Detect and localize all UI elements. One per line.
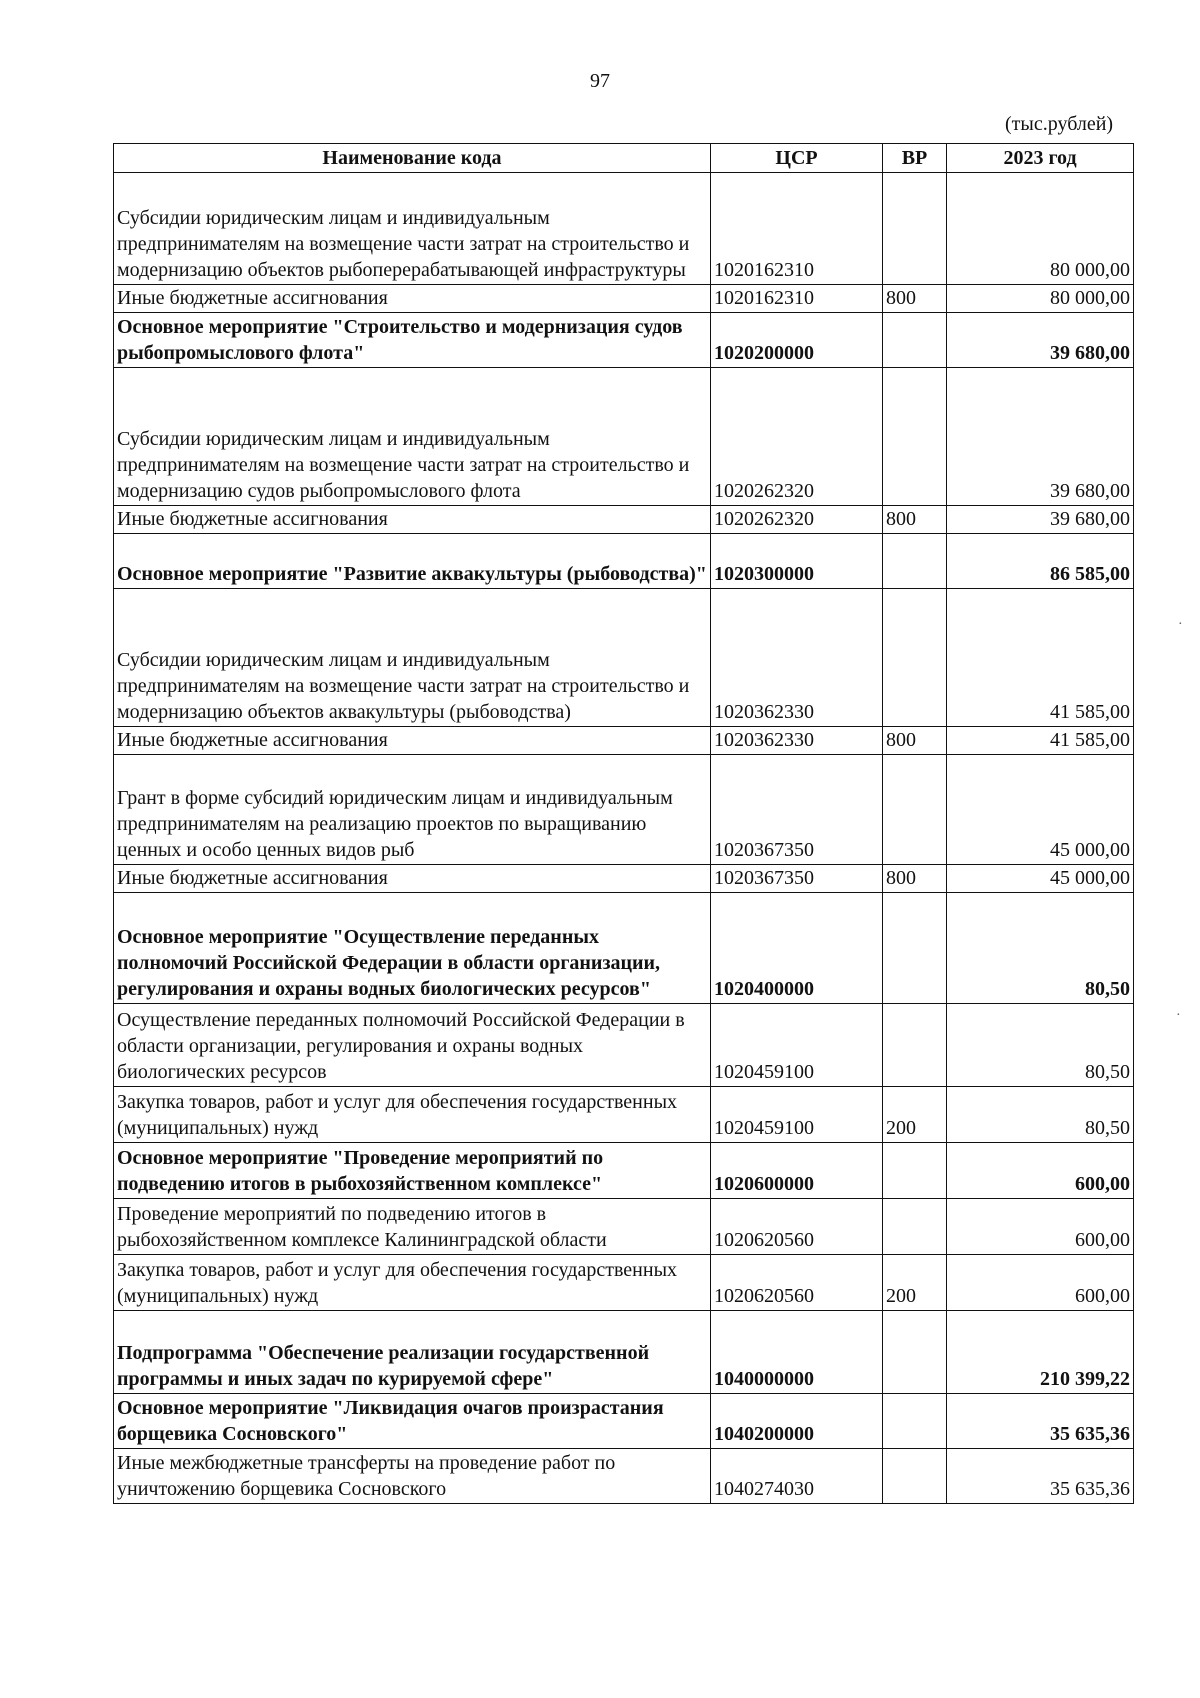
cell-name: Иные межбюджетные трансферты на проведение работ по уничтожению борщевика Сосновского	[114, 1449, 711, 1504]
cell-csr: 1020400000	[711, 893, 883, 1004]
cell-name: Субсидии юридическим лицам и индивидуальным предпринимателям на возмещение части затрат на строительство и модернизацию судов рыбопромыслового флота	[114, 368, 711, 506]
header-vr: ВР	[883, 144, 947, 173]
cell-name: Закупка товаров, работ и услуг для обеспечения государственных (муниципальных) нужд	[114, 1255, 711, 1311]
cell-vr	[883, 589, 947, 727]
cell-sum: 41 585,00	[947, 727, 1134, 755]
cell-sum: 86 585,00	[947, 534, 1134, 589]
cell-csr: 1040000000	[711, 1311, 883, 1394]
cell-sum: 39 680,00	[947, 368, 1134, 506]
cell-name: Иные бюджетные ассигнования	[114, 727, 711, 755]
header-year: 2023 год	[947, 144, 1134, 173]
cell-sum: 80 000,00	[947, 285, 1134, 313]
table-row	[114, 1311, 1134, 1394]
table-row	[114, 1449, 1134, 1504]
table-row	[114, 1143, 1134, 1199]
cell-name: Субсидии юридическим лицам и индивидуальным предпринимателям на возмещение части затрат на строительство и модернизацию объектов рыбоперерабатывающей инфраструктуры	[114, 173, 711, 285]
table-row	[114, 506, 1134, 534]
cell-vr	[883, 893, 947, 1004]
cell-vr: 800	[883, 285, 947, 313]
cell-csr: 1020162310	[711, 285, 883, 313]
table-row	[114, 285, 1134, 313]
table-row	[114, 1087, 1134, 1143]
cell-csr: 1040200000	[711, 1394, 883, 1449]
cell-vr	[883, 368, 947, 506]
units-label: (тыс.рублей)	[1005, 113, 1114, 135]
cell-name: Подпрограмма "Обеспечение реализации государственной программы и иных задач по курируемой сфере"	[114, 1311, 711, 1394]
cell-sum: 41 585,00	[947, 589, 1134, 727]
cell-name: Основное мероприятие "Осуществление переданных полномочий Российской Федерации в области организации, регулирования и охраны водных биологических ресурсов"	[114, 893, 711, 1004]
header-name: Наименование кода	[114, 144, 711, 173]
table-row	[114, 173, 1134, 285]
cell-name: Иные бюджетные ассигнования	[114, 285, 711, 313]
cell-vr	[883, 755, 947, 865]
cell-csr: 1020200000	[711, 313, 883, 368]
cell-name: Основное мероприятие "Развитие аквакультуры (рыбоводства)"	[114, 534, 711, 589]
table-row	[114, 755, 1134, 865]
cell-vr	[883, 1004, 947, 1087]
cell-vr	[883, 1449, 947, 1504]
margin-mark: ·	[1178, 617, 1183, 632]
cell-vr	[883, 173, 947, 285]
cell-sum: 35 635,36	[947, 1449, 1134, 1504]
cell-sum: 80 000,00	[947, 173, 1134, 285]
cell-name: Осуществление переданных полномочий Российской Федерации в области организации, регулирования и охраны водных биологических ресурсов	[114, 1004, 711, 1087]
cell-sum: 600,00	[947, 1255, 1134, 1311]
cell-sum: 35 635,36	[947, 1394, 1134, 1449]
cell-sum: 45 000,00	[947, 755, 1134, 865]
cell-vr	[883, 534, 947, 589]
cell-name: Основное мероприятие "Ликвидация очагов произрастания борщевика Сосновского"	[114, 1394, 711, 1449]
cell-name: Субсидии юридическим лицам и индивидуальным предпринимателям на возмещение части затрат на строительство и модернизацию объектов аквакультуры (рыбоводства)	[114, 589, 711, 727]
cell-name: Основное мероприятие "Строительство и модернизация судов рыбопромыслового флота"	[114, 313, 711, 368]
cell-sum: 45 000,00	[947, 865, 1134, 893]
cell-name: Проведение мероприятий по подведению итогов в рыбохозяйственном комплексе Калининградской области	[114, 1199, 711, 1255]
cell-csr: 1020300000	[711, 534, 883, 589]
cell-vr: 800	[883, 506, 947, 534]
cell-csr: 1020262320	[711, 506, 883, 534]
table-row	[114, 313, 1134, 368]
margin-mark: ·	[1176, 1008, 1181, 1023]
cell-csr: 1020459100	[711, 1004, 883, 1087]
table-row	[114, 1199, 1134, 1255]
cell-name: Закупка товаров, работ и услуг для обеспечения государственных (муниципальных) нужд	[114, 1087, 711, 1143]
cell-csr: 1040274030	[711, 1449, 883, 1504]
table-row	[114, 368, 1134, 506]
cell-vr: 800	[883, 727, 947, 755]
table-row	[114, 589, 1134, 727]
budget-table	[113, 143, 1134, 1504]
cell-csr: 1020620560	[711, 1199, 883, 1255]
cell-vr	[883, 1199, 947, 1255]
cell-name: Иные бюджетные ассигнования	[114, 506, 711, 534]
cell-sum: 210 399,22	[947, 1311, 1134, 1394]
cell-vr	[883, 1143, 947, 1199]
cell-sum: 39 680,00	[947, 313, 1134, 368]
cell-csr: 1020367350	[711, 755, 883, 865]
table-row	[114, 865, 1134, 893]
cell-vr	[883, 313, 947, 368]
cell-csr: 1020362330	[711, 727, 883, 755]
table-row	[114, 1255, 1134, 1311]
table-row	[114, 1004, 1134, 1087]
cell-csr: 1020620560	[711, 1255, 883, 1311]
cell-csr: 1020600000	[711, 1143, 883, 1199]
cell-vr: 200	[883, 1087, 947, 1143]
cell-sum: 600,00	[947, 1199, 1134, 1255]
table-row	[114, 893, 1134, 1004]
table-row	[114, 727, 1134, 755]
table-row	[114, 1394, 1134, 1449]
header-csr: ЦСР	[711, 144, 883, 173]
cell-name: Грант в форме субсидий юридическим лицам и индивидуальным предпринимателям на реализацию проектов по выращиванию ценных и особо ценных видов рыб	[114, 755, 711, 865]
page-number: 97	[590, 70, 610, 92]
cell-name: Иные бюджетные ассигнования	[114, 865, 711, 893]
table-header-row	[114, 144, 1134, 173]
cell-vr	[883, 1394, 947, 1449]
cell-sum: 39 680,00	[947, 506, 1134, 534]
cell-sum: 80,50	[947, 893, 1134, 1004]
cell-csr: 1020262320	[711, 368, 883, 506]
cell-csr: 1020367350	[711, 865, 883, 893]
cell-sum: 80,50	[947, 1004, 1134, 1087]
cell-sum: 80,50	[947, 1087, 1134, 1143]
cell-sum: 600,00	[947, 1143, 1134, 1199]
cell-vr: 800	[883, 865, 947, 893]
cell-vr: 200	[883, 1255, 947, 1311]
cell-vr	[883, 1311, 947, 1394]
cell-name: Основное мероприятие "Проведение мероприятий по подведению итогов в рыбохозяйственном комплексе"	[114, 1143, 711, 1199]
cell-csr: 1020459100	[711, 1087, 883, 1143]
cell-csr: 1020362330	[711, 589, 883, 727]
cell-csr: 1020162310	[711, 173, 883, 285]
table-row	[114, 534, 1134, 589]
